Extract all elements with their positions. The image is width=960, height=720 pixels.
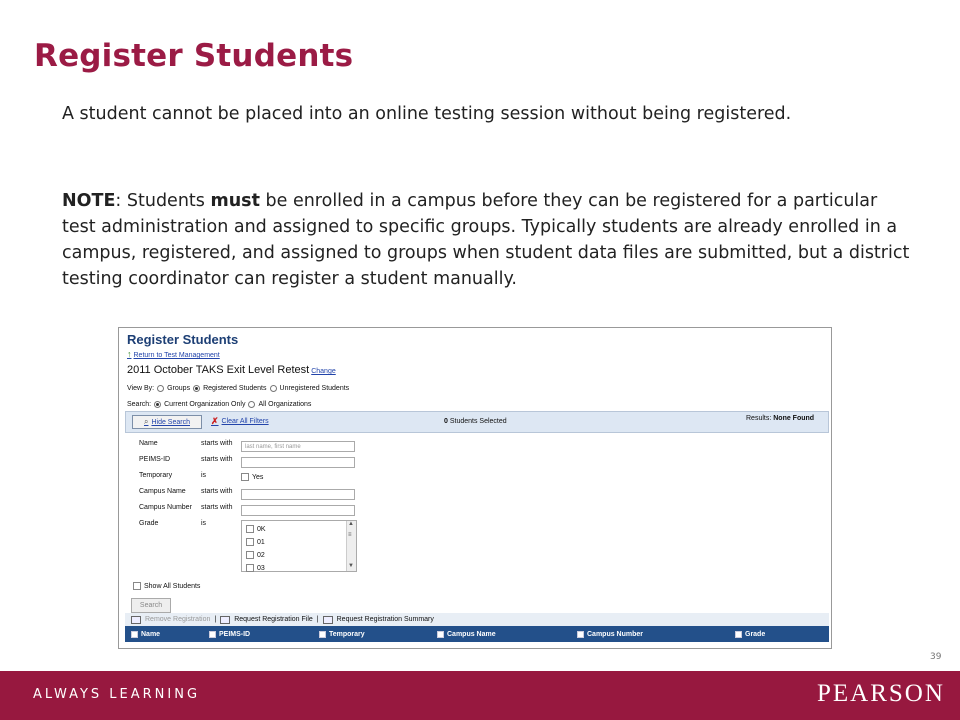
- radio-groups[interactable]: [157, 385, 164, 392]
- column-label: Temporary: [329, 630, 365, 638]
- radio-all-orgs-label: All Organizations: [258, 401, 312, 408]
- change-link[interactable]: Change: [311, 368, 336, 375]
- grade-checkbox[interactable]: [246, 551, 254, 559]
- radio-groups-label: Groups: [167, 385, 191, 392]
- name-input[interactable]: last name, first name: [241, 441, 355, 452]
- grade-checkbox[interactable]: [246, 525, 254, 533]
- pearson-logo: PEARSON: [817, 680, 945, 707]
- view-by-row: [127, 385, 349, 392]
- show-all-label: Show All Students: [144, 582, 201, 590]
- return-link[interactable]: [127, 349, 220, 359]
- radio-registered[interactable]: [193, 385, 200, 392]
- radio-all-orgs[interactable]: [248, 401, 255, 408]
- request-summary-button[interactable]: Request Registration Summary: [336, 616, 434, 623]
- note-paragraph: [62, 188, 912, 292]
- column-checkbox[interactable]: [319, 631, 326, 638]
- filter-name-op: starts with: [201, 440, 233, 447]
- view-by-label: View By:: [127, 385, 155, 392]
- note-pre: : Students: [115, 191, 211, 211]
- radio-current-org[interactable]: [154, 401, 161, 408]
- filter-peims-op: starts with: [201, 456, 233, 463]
- scroll-up-icon: ▲: [348, 521, 354, 527]
- column-checkbox[interactable]: [209, 631, 216, 638]
- campus-name-input[interactable]: [241, 489, 355, 500]
- page-number: 39: [930, 652, 942, 662]
- filter-campus-name-label: Campus Name: [139, 488, 186, 495]
- grade-item: [246, 525, 266, 533]
- summary-icon: [323, 616, 333, 624]
- results-status: [746, 415, 814, 422]
- grade-checkbox[interactable]: [246, 564, 254, 572]
- test-name: [127, 364, 336, 376]
- campus-number-input[interactable]: [241, 505, 355, 516]
- note-label: NOTE: [62, 191, 116, 211]
- request-file-button[interactable]: Request Registration File: [234, 616, 313, 623]
- scroll-down-icon: ▼: [348, 563, 354, 569]
- radio-unregistered[interactable]: [270, 385, 277, 392]
- filter-grade-label: Grade: [139, 520, 159, 527]
- radio-unregistered-label: Unregistered Students: [279, 385, 350, 392]
- column-label: Name: [141, 630, 161, 638]
- note-post: be enrolled in a campus before they can be registered for a particular test administration and assigned to specific groups. Typically students are already enrolled in a campus, registered, and assigned to groups when student data files are submitted, but a district testing coordinator can register a student manually.: [62, 191, 910, 289]
- note-bold: must: [210, 191, 260, 211]
- column-checkbox[interactable]: [437, 631, 444, 638]
- column-header-campus-name[interactable]: [431, 631, 571, 638]
- column-header-grade[interactable]: [729, 631, 829, 638]
- grade-item: [246, 538, 265, 546]
- screenshot-title: Register Students: [127, 332, 239, 347]
- file-icon: [220, 616, 230, 624]
- filter-panel: [129, 434, 829, 610]
- grade-item: [246, 551, 265, 559]
- column-header-peims[interactable]: [203, 631, 313, 638]
- column-label: Campus Name: [447, 630, 496, 638]
- column-label: Grade: [745, 630, 766, 638]
- grade-item: [246, 564, 265, 572]
- search-scope-row: [127, 401, 311, 408]
- column-label: PEIMS-ID: [219, 630, 251, 638]
- temporary-checkbox[interactable]: [241, 473, 249, 481]
- search-button[interactable]: Search: [131, 598, 171, 613]
- grade-list[interactable]: [241, 520, 357, 572]
- show-all-checkbox[interactable]: [133, 582, 141, 590]
- column-checkbox[interactable]: [131, 631, 138, 638]
- test-name-label: 2011 October TAKS Exit Level Retest: [127, 364, 310, 376]
- filter-campus-number-op: starts with: [201, 504, 233, 511]
- return-link-label: Return to Test Management: [133, 352, 220, 359]
- grade-label: 0K: [257, 525, 266, 533]
- filter-temporary-op: is: [201, 472, 207, 479]
- show-all-students: [133, 582, 200, 590]
- filter-grade-op: is: [201, 520, 207, 527]
- footer-bar: [0, 671, 960, 720]
- magnifier-icon: ⌕: [143, 417, 149, 426]
- clear-x-icon: ✗: [211, 416, 219, 426]
- hide-search-button[interactable]: [132, 415, 202, 429]
- radio-registered-label: Registered Students: [203, 385, 267, 392]
- register-students-screenshot: [118, 327, 832, 649]
- up-arrow-icon: ↑: [127, 349, 132, 359]
- clear-filters-label: Clear All Filters: [221, 418, 269, 425]
- slide-title: Register Students: [34, 38, 354, 74]
- scroll-grip-icon: ≡: [348, 532, 352, 538]
- filter-name-label: Name: [139, 440, 158, 447]
- radio-current-org-label: Current Organization Only: [164, 401, 246, 408]
- search-toolbar: [125, 411, 829, 433]
- intro-paragraph: A student cannot be placed into an online testing session without being registered.: [62, 104, 792, 124]
- temporary-yes: [241, 473, 263, 481]
- filter-peims-label: PEIMS-ID: [139, 456, 171, 463]
- results-table-header: [125, 626, 829, 642]
- selected-count: 0: [444, 418, 448, 425]
- filter-campus-number-label: Campus Number: [139, 504, 192, 511]
- column-header-temporary[interactable]: [313, 631, 431, 638]
- clear-filters-link[interactable]: [211, 416, 269, 427]
- column-header-name[interactable]: [125, 631, 203, 638]
- peims-input[interactable]: [241, 457, 355, 468]
- column-checkbox[interactable]: [735, 631, 742, 638]
- separator: |: [214, 616, 217, 623]
- hide-search-label: Hide Search: [151, 418, 190, 426]
- footer-tagline: ALWAYS LEARNING: [33, 687, 201, 702]
- results-value: None Found: [773, 415, 815, 422]
- grade-label: 03: [257, 564, 265, 572]
- results-label: Results:: [746, 415, 774, 422]
- separator: |: [316, 616, 319, 623]
- grade-checkbox[interactable]: [246, 538, 254, 546]
- remove-registration-button[interactable]: Remove Registration: [145, 616, 211, 623]
- column-label: Campus Number: [587, 630, 644, 638]
- selected-text: Students Selected: [447, 418, 507, 425]
- column-header-campus-number[interactable]: [571, 631, 729, 638]
- search-scope-label: Search:: [127, 401, 152, 408]
- filter-campus-name-op: starts with: [201, 488, 233, 495]
- grade-label: 02: [257, 551, 265, 559]
- column-checkbox[interactable]: [577, 631, 584, 638]
- filter-temporary-label: Temporary: [139, 472, 173, 479]
- temporary-yes-label: Yes: [252, 473, 264, 481]
- grade-label: 01: [257, 538, 265, 546]
- remove-registration-icon: [131, 616, 141, 624]
- students-selected: [444, 418, 507, 425]
- action-bar: [125, 613, 829, 626]
- grade-scrollbar[interactable]: [346, 521, 356, 571]
